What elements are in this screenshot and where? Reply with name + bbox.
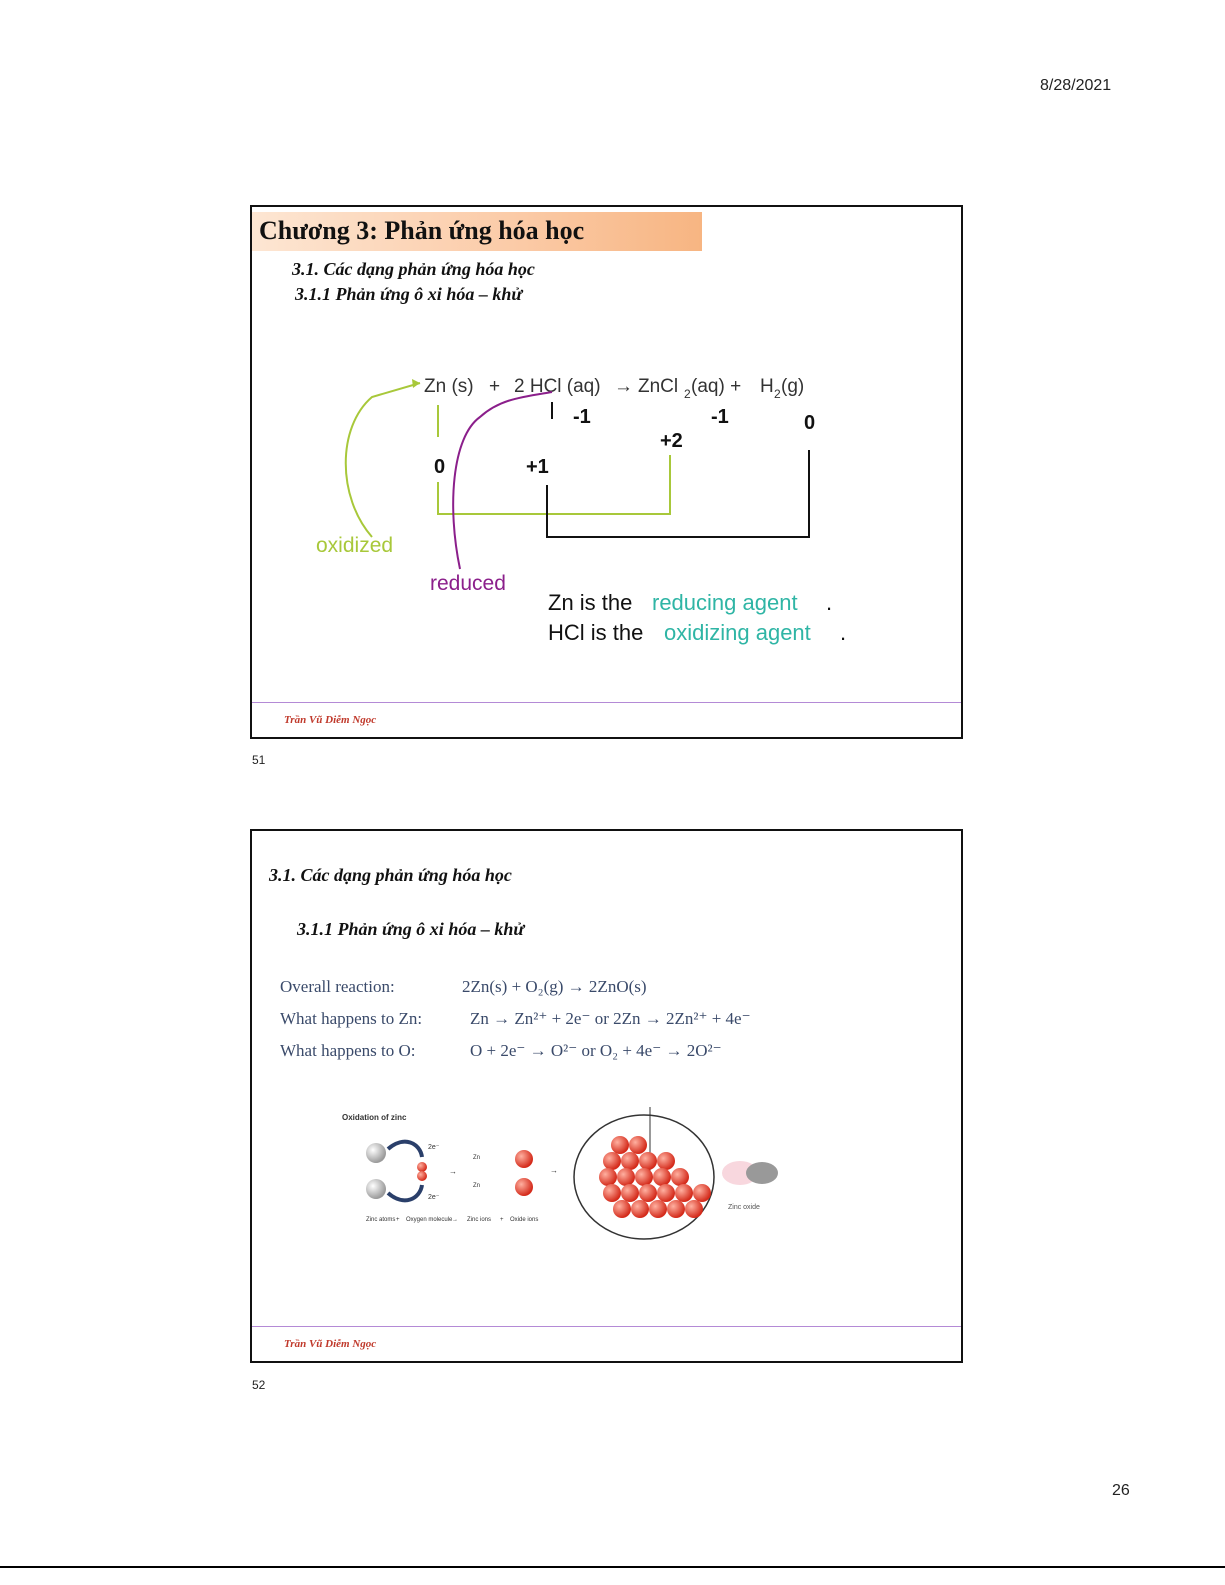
ox-zn-plus2: +2	[660, 430, 683, 452]
page-date: 8/28/2021	[1040, 77, 1112, 94]
redox-diagram	[252, 357, 961, 687]
oxygen-atom	[417, 1162, 427, 1172]
sentence-oxidizing-prefix: HCl is the	[548, 620, 644, 645]
section-heading: 3.1. Các dạng phản ứng hóa học	[269, 865, 512, 885]
label-reduced: reduced	[430, 572, 506, 595]
sentence-oxidizing-end: .	[840, 620, 847, 645]
slide-number: 51	[252, 753, 266, 767]
slide-51	[250, 205, 963, 739]
sentence-reducing-agent: reducing agent	[652, 590, 798, 615]
oxidized-bracket	[438, 455, 670, 514]
arrow-op: →	[449, 1167, 457, 1176]
slide-52	[250, 829, 963, 1363]
eq-zncl-sub: 2	[684, 387, 691, 401]
sentence-reducing-end: .	[826, 590, 833, 615]
oxygen-atom	[417, 1171, 427, 1181]
arrow-op: →	[550, 1166, 558, 1175]
zinc-oxide-powder	[746, 1162, 778, 1184]
page-number: 26	[1112, 1482, 1130, 1499]
label-zinc-atoms: Zinc atoms	[366, 1217, 396, 1223]
page-bottom-rule	[0, 1566, 1225, 1568]
zn-label: What happens to Zn:	[280, 1009, 423, 1028]
ox-zn: 0	[434, 456, 446, 478]
overall-equation: 2Zn(s) + O₂(g) → 2ZnO(s)	[462, 977, 647, 996]
oxidized-arrowhead	[412, 379, 420, 388]
ox-cl-minus1b: -1	[711, 406, 729, 428]
zinc-atom	[366, 1179, 386, 1199]
ox-h2: 0	[804, 412, 816, 434]
eq-h-sub: 2	[774, 387, 781, 401]
subsection-heading: 3.1.1 Phản ứng ô xi hóa – khử	[297, 919, 525, 939]
overall-label: Overall reaction:	[280, 977, 395, 996]
zinc-atom	[366, 1143, 386, 1163]
footer-divider	[252, 1326, 961, 1327]
electron-arrow	[388, 1142, 422, 1157]
reduced-arrow	[453, 392, 552, 569]
reduced-bracket	[547, 450, 809, 537]
slide-footer-author: Trần Vũ Diễm Ngọc	[284, 714, 377, 726]
o-equation: O + 2e⁻ → O²⁻ or O₂ + 4e⁻ → 2O²⁻	[470, 1041, 722, 1060]
slide-number: 52	[252, 1378, 266, 1392]
oxidized-arrow	[346, 383, 420, 537]
footer-divider	[252, 702, 961, 703]
o-label: What happens to O:	[280, 1041, 416, 1060]
electrons-bottom: 2e⁻	[428, 1194, 440, 1201]
ox-cl-minus1: -1	[573, 406, 591, 428]
zn-equation: Zn → Zn²⁺ + 2e⁻ or 2Zn → 2Zn²⁺ + 4e⁻	[470, 1009, 751, 1028]
oxide-ion	[515, 1178, 533, 1196]
eq-hcl: 2 HCl (aq)	[514, 376, 601, 397]
slide-footer-author: Trần Vũ Diễm Ngọc	[284, 1338, 377, 1350]
eq-zn: Zn (s)	[424, 376, 474, 397]
slide-title: Chương 3: Phản ứng hóa học	[259, 216, 585, 245]
ox-h-plus1: +1	[526, 456, 549, 478]
eq-arrow: →	[614, 376, 633, 397]
label-oxidized: oxidized	[316, 534, 394, 557]
zinc-oxidation-illustration	[252, 1101, 961, 1261]
eq-h-state: (g)	[781, 376, 805, 397]
label-oxygen-molecule: Oxygen molecule	[406, 1217, 453, 1223]
op-arrow: →	[452, 1217, 458, 1223]
illustration-heading: Oxidation of zinc	[342, 1113, 407, 1122]
electrons-top: 2e⁻	[428, 1144, 440, 1151]
zinc-ion: Zn	[473, 1155, 481, 1161]
zinc-oxide-lattice	[599, 1136, 711, 1218]
subsection-heading: 3.1.1 Phản ứng ô xi hóa – khử	[295, 284, 523, 304]
zinc-ion: Zn	[473, 1183, 481, 1189]
eq-zncl: ZnCl	[638, 376, 679, 397]
eq-plus: +	[489, 376, 501, 397]
eq-zncl-state: (aq) +	[691, 376, 742, 397]
sentence-oxidizing-agent: oxidizing agent	[664, 620, 811, 645]
label-zinc-oxide: Zinc oxide	[728, 1204, 760, 1211]
electron-arrow	[388, 1185, 422, 1200]
sentence-reducing-prefix: Zn is the	[548, 590, 633, 615]
op-plus: +	[500, 1217, 504, 1223]
label-oxide-ions: Oxide ions	[510, 1217, 539, 1223]
section-heading: 3.1. Các dạng phản ứng hóa học	[292, 259, 535, 279]
op-plus: +	[396, 1217, 400, 1223]
oxide-ion	[515, 1150, 533, 1168]
label-zinc-ions: Zinc ions	[467, 1217, 492, 1223]
eq-h: H	[760, 376, 774, 397]
